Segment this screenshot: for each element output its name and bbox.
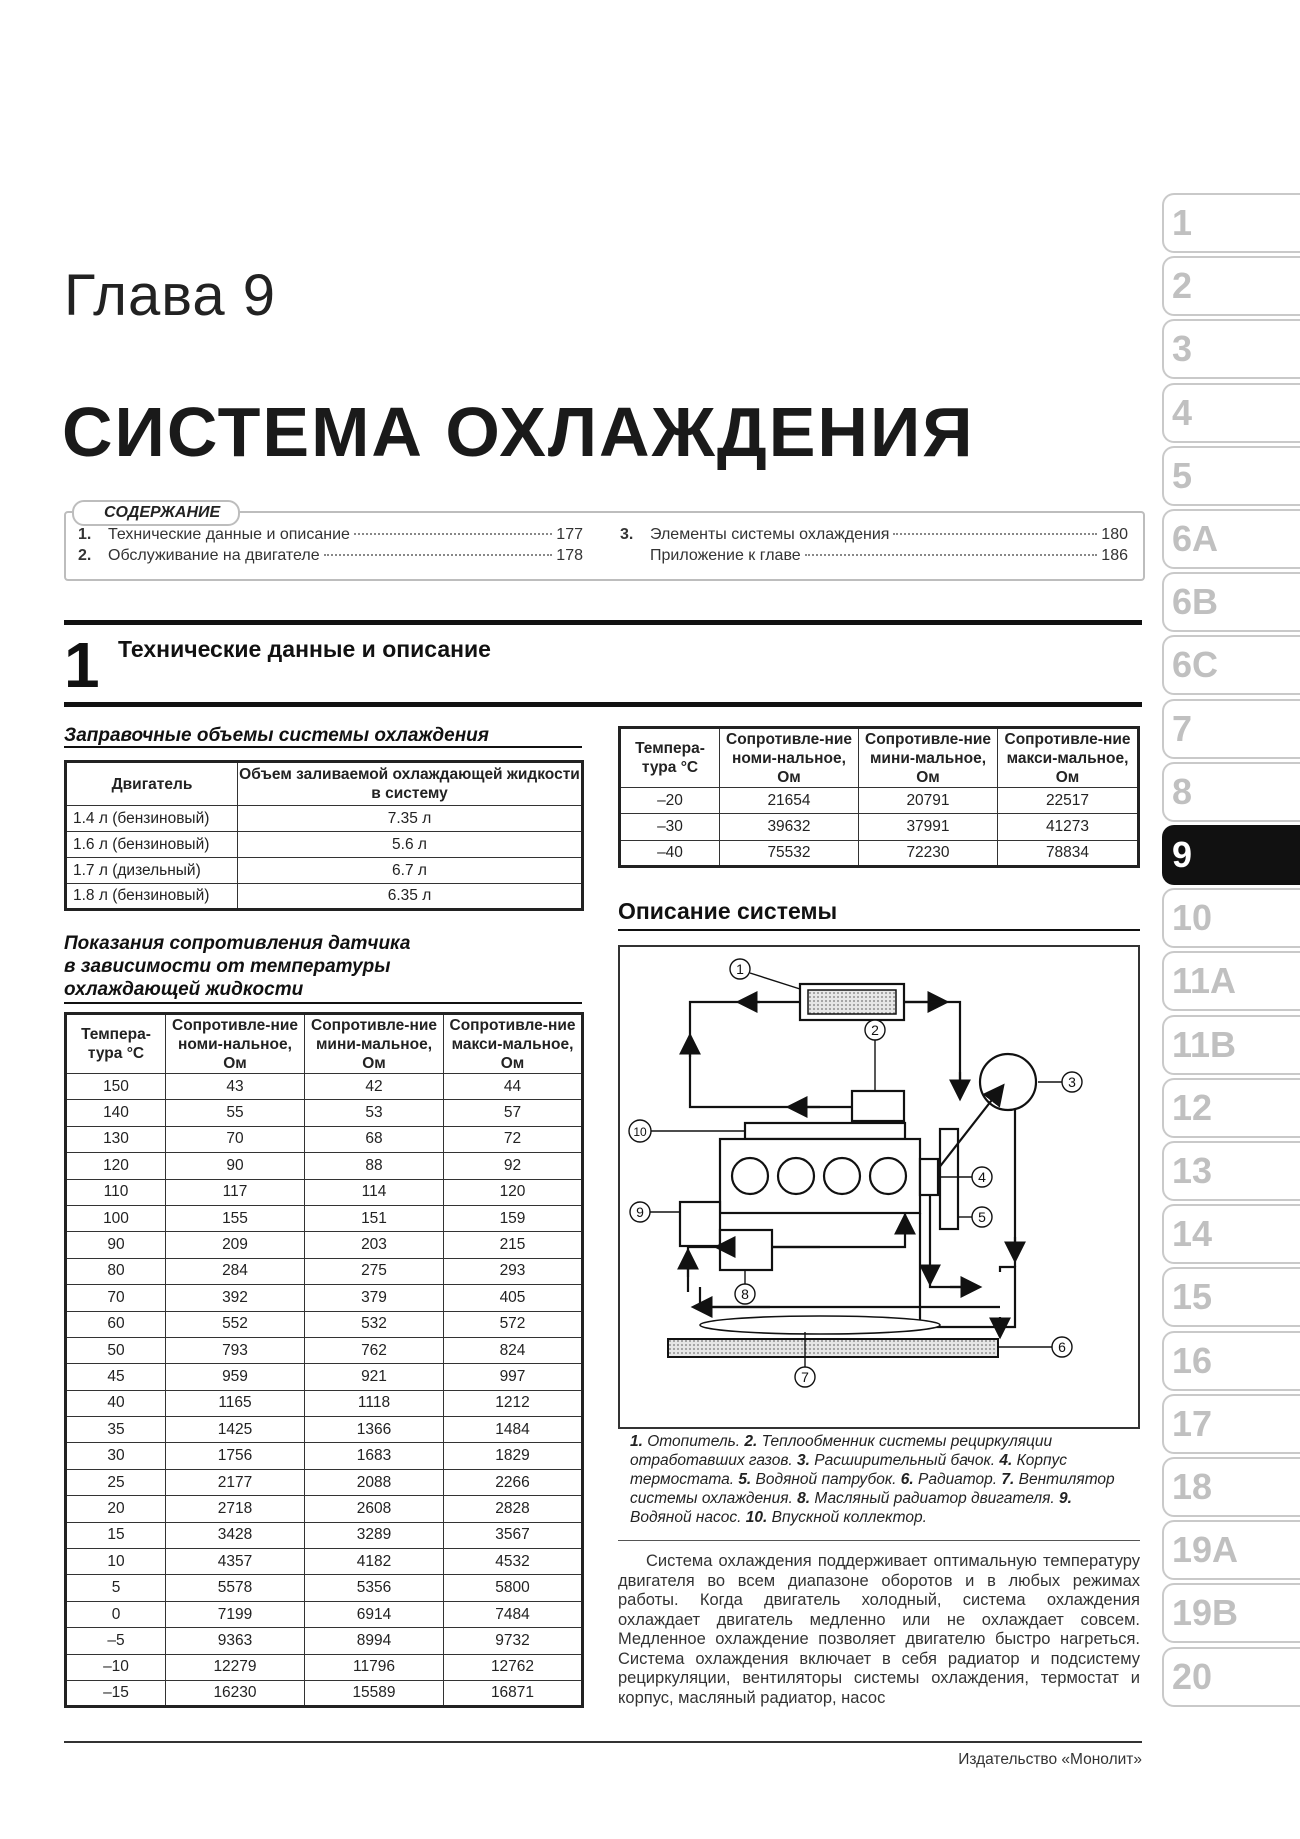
- sensor-table: [64, 1012, 584, 1708]
- chapter-tab-2[interactable]: 2: [1162, 256, 1300, 316]
- title-line: охлаждающей жидкости: [64, 979, 304, 1000]
- cooling-system-diagram: [618, 945, 1140, 1429]
- cell-resistance: 1484: [444, 1417, 583, 1443]
- toc-entry-page: 178: [556, 547, 583, 564]
- cell-engine: 1.4 л (бензиновый): [66, 806, 238, 832]
- thermostat-housing: [920, 1159, 938, 1195]
- table-row: [66, 1258, 583, 1284]
- cell-resistance: 57: [444, 1100, 583, 1126]
- cell-resistance: 41273: [998, 814, 1139, 840]
- table-row: [66, 1496, 583, 1522]
- cell-resistance: 22517: [998, 788, 1139, 814]
- cell-temperature: 25: [66, 1469, 166, 1495]
- cell-volume: 6.35 л: [238, 884, 583, 910]
- footer-rule: [64, 1741, 1142, 1743]
- cell-resistance: 9363: [166, 1628, 305, 1654]
- cell-resistance: 379: [305, 1285, 444, 1311]
- table-row: [66, 1628, 583, 1654]
- chapter-tab-19b[interactable]: 19B: [1162, 1583, 1300, 1643]
- cell-resistance: 293: [444, 1258, 583, 1284]
- section-number: 1: [64, 629, 100, 701]
- toc-entry-page: 180: [1101, 526, 1128, 543]
- cell-resistance: 2828: [444, 1496, 583, 1522]
- cell-temperature: 10: [66, 1549, 166, 1575]
- cell-resistance: 68: [305, 1126, 444, 1152]
- toc-entry-page: 186: [1101, 547, 1128, 564]
- table-row: [620, 840, 1139, 866]
- chapter-tab-1[interactable]: 1: [1162, 193, 1300, 253]
- cell-temperature: 30: [66, 1443, 166, 1469]
- toc-entry-num: 2.: [78, 547, 92, 564]
- column-header: Сопротивле-ние макси-мальное, Ом: [444, 1014, 583, 1074]
- chapter-tab-15[interactable]: 15: [1162, 1267, 1300, 1327]
- cell-resistance: 16230: [166, 1680, 305, 1706]
- cell-resistance: 405: [444, 1285, 583, 1311]
- chapter-title: СИСТЕМА ОХЛАЖДЕНИЯ: [62, 393, 975, 471]
- cell-engine: 1.8 л (бензиновый): [66, 884, 238, 910]
- section-rule-top: [64, 620, 1142, 625]
- svg-text:4: 4: [978, 1169, 986, 1185]
- cell-resistance: 151: [305, 1205, 444, 1231]
- table-row: [620, 814, 1139, 840]
- diagram-label-8: [735, 1284, 755, 1304]
- sensor-table-continued: [618, 726, 1140, 868]
- cell-resistance: 215: [444, 1232, 583, 1258]
- cell-resistance: 2177: [166, 1469, 305, 1495]
- chapter-tab-7[interactable]: 7: [1162, 699, 1300, 759]
- table-row: [66, 1285, 583, 1311]
- title-line: в зависимости от температуры: [64, 956, 391, 977]
- toc-heading: СОДЕРЖАНИЕ: [72, 500, 240, 526]
- divider: [64, 1002, 582, 1004]
- chapter-tab-11b[interactable]: 11B: [1162, 1015, 1300, 1075]
- water-pump: [680, 1202, 720, 1246]
- cell-resistance: 78834: [998, 840, 1139, 866]
- table-row: [66, 1601, 583, 1627]
- cell-resistance: 392: [166, 1285, 305, 1311]
- cell-temperature: –15: [66, 1680, 166, 1706]
- chapter-tab-18[interactable]: 18: [1162, 1457, 1300, 1517]
- description-body: Система охлаждения поддерживает оптимальную температуру двигателя во всем диапазоне оборотов и в любых режимах работы. Когда двигатель холодный, система охлаждения охлаждает двигатель медленно или не охлаждает совсем. Медленное охлаждение позволяет двигателю быстро нагреться. Система охлаждения включает в себя радиатор и подсистему рециркуляции, вентиляторы системы охлаждения, термостат и корпус, масляный радиатор, насос: [618, 1552, 1140, 1707]
- cell-temperature: –10: [66, 1654, 166, 1680]
- cell-engine: 1.7 л (дизельный): [66, 858, 238, 884]
- cell-resistance: 2718: [166, 1496, 305, 1522]
- table-row: [66, 1074, 583, 1100]
- cell-resistance: 3428: [166, 1522, 305, 1548]
- svg-text:1: 1: [736, 961, 744, 977]
- cell-resistance: 1829: [444, 1443, 583, 1469]
- cell-resistance: 1756: [166, 1443, 305, 1469]
- toc-entry-num: 1.: [78, 526, 92, 543]
- section-rule-bottom: [64, 702, 1142, 707]
- cell-resistance: 39632: [720, 814, 859, 840]
- toc-entry-label: Обслуживание на двигателе: [108, 547, 320, 564]
- cell-resistance: 15589: [305, 1680, 444, 1706]
- cell-temperature: 110: [66, 1179, 166, 1205]
- oil-cooler: [720, 1230, 772, 1270]
- cell-temperature: 80: [66, 1258, 166, 1284]
- cell-resistance: 20791: [859, 788, 998, 814]
- cell-temperature: 90: [66, 1232, 166, 1258]
- cell-resistance: 11796: [305, 1654, 444, 1680]
- chapter-label: Глава 9: [64, 263, 277, 328]
- toc-entry-label: Элементы системы охлаждения: [650, 526, 890, 543]
- chapter-tab-5[interactable]: 5: [1162, 446, 1300, 506]
- diagram-label-10: [629, 1120, 651, 1142]
- toc-entry-page: 177: [556, 526, 583, 543]
- cell-resistance: 824: [444, 1337, 583, 1363]
- chapter-tab-6c[interactable]: 6C: [1162, 635, 1300, 695]
- chapter-tab-20[interactable]: 20: [1162, 1647, 1300, 1707]
- diagram-label-5: [972, 1207, 992, 1227]
- cell-temperature: 50: [66, 1337, 166, 1363]
- cell-resistance: 2266: [444, 1469, 583, 1495]
- cell-temperature: 20: [66, 1496, 166, 1522]
- cell-resistance: 1683: [305, 1443, 444, 1469]
- cell-resistance: 7199: [166, 1601, 305, 1627]
- cell-resistance: 6914: [305, 1601, 444, 1627]
- diagram-label-2: [865, 1020, 885, 1040]
- diagram-label-9: [630, 1202, 650, 1222]
- sensor-table-title: [64, 932, 410, 1001]
- cell-resistance: 2608: [305, 1496, 444, 1522]
- cell-temperature: 5: [66, 1575, 166, 1601]
- chapter-tab-14[interactable]: 14: [1162, 1204, 1300, 1264]
- cell-resistance: 117: [166, 1179, 305, 1205]
- cell-resistance: 552: [166, 1311, 305, 1337]
- toc-entry-num: 3.: [620, 526, 634, 543]
- svg-text:10: 10: [633, 1125, 647, 1139]
- cell-resistance: 5800: [444, 1575, 583, 1601]
- svg-text:2: 2: [871, 1022, 879, 1038]
- cell-resistance: 5356: [305, 1575, 444, 1601]
- chapter-tab-9[interactable]: 9: [1162, 825, 1300, 885]
- cell-resistance: 43: [166, 1074, 305, 1100]
- cell-resistance: 114: [305, 1179, 444, 1205]
- toc-entry-label: Технические данные и описание: [108, 526, 350, 543]
- diagram-label-7: [795, 1367, 815, 1387]
- description-title: Описание системы: [618, 898, 838, 924]
- cell-resistance: 159: [444, 1205, 583, 1231]
- divider: [618, 929, 1140, 931]
- cell-resistance: 72: [444, 1126, 583, 1152]
- section-title: Технические данные и описание: [118, 636, 491, 662]
- cell-temperature: 15: [66, 1522, 166, 1548]
- toc-entry[interactable]: [620, 526, 1128, 544]
- cell-resistance: 12279: [166, 1654, 305, 1680]
- cell-resistance: 37991: [859, 814, 998, 840]
- water-outlet: [940, 1129, 958, 1229]
- table-row: [620, 788, 1139, 814]
- cell-temperature: 150: [66, 1074, 166, 1100]
- cell-resistance: 1165: [166, 1390, 305, 1416]
- svg-text:6: 6: [1058, 1339, 1066, 1355]
- cell-resistance: 1212: [444, 1390, 583, 1416]
- cell-resistance: 8994: [305, 1628, 444, 1654]
- cell-resistance: 209: [166, 1232, 305, 1258]
- cell-resistance: 55: [166, 1100, 305, 1126]
- cell-resistance: 4182: [305, 1549, 444, 1575]
- cell-resistance: 4532: [444, 1549, 583, 1575]
- cell-resistance: 88: [305, 1153, 444, 1179]
- cell-resistance: 1425: [166, 1417, 305, 1443]
- cell-temperature: –20: [620, 788, 720, 814]
- table-row: [66, 1179, 583, 1205]
- svg-text:3: 3: [1068, 1074, 1076, 1090]
- column-header: Сопротивле-ние номи-нальное, Ом: [720, 728, 859, 788]
- egr-cooler: [852, 1091, 904, 1121]
- column-header: Сопротивле-ние мини-мальное, Ом: [859, 728, 998, 788]
- cell-temperature: 60: [66, 1311, 166, 1337]
- intake-manifold: [745, 1123, 905, 1139]
- chapter-tab-6b[interactable]: 6B: [1162, 572, 1300, 632]
- cell-resistance: 21654: [720, 788, 859, 814]
- chapter-tab-8[interactable]: 8: [1162, 762, 1300, 822]
- cell-engine: 1.6 л (бензиновый): [66, 832, 238, 858]
- table-row: [66, 1337, 583, 1363]
- diagram-label-4: [972, 1167, 992, 1187]
- engine-block: [720, 1139, 920, 1213]
- toc-entry[interactable]: [78, 526, 583, 544]
- toc-entry[interactable]: [620, 547, 1128, 565]
- cell-volume: 5.6 л: [238, 832, 583, 858]
- cell-resistance: 921: [305, 1364, 444, 1390]
- cell-resistance: 44: [444, 1074, 583, 1100]
- table-row: [66, 1522, 583, 1548]
- cell-temperature: 140: [66, 1100, 166, 1126]
- cell-resistance: 275: [305, 1258, 444, 1284]
- table-row: [66, 1443, 583, 1469]
- cell-resistance: 3289: [305, 1522, 444, 1548]
- column-header: Темпера-тура °С: [66, 1014, 166, 1074]
- cell-temperature: 40: [66, 1390, 166, 1416]
- cell-resistance: 42: [305, 1074, 444, 1100]
- cell-resistance: 155: [166, 1205, 305, 1231]
- chapter-tab-10[interactable]: 10: [1162, 888, 1300, 948]
- table-row: [66, 884, 583, 910]
- diagram-caption: 1. Отопитель. 2. Теплообменник системы рециркуляции отработавших газов. 3. Расширительный бачок. 4. Корпус термостата. 5. Водяной патрубок. 6. Радиатор. 7. Вентилятор системы охлаждения. 8. Масляный радиатор двигателя. 9. Водяной насос. 10. Впускной коллектор.: [630, 1433, 1115, 1526]
- cell-temperature: 45: [66, 1364, 166, 1390]
- chapter-tab-16[interactable]: 16: [1162, 1331, 1300, 1391]
- cell-resistance: 75532: [720, 840, 859, 866]
- column-header: Двигатель: [66, 762, 238, 806]
- table-row: [66, 1311, 583, 1337]
- cell-resistance: 70: [166, 1126, 305, 1152]
- title-line: Показания сопротивления датчика: [64, 933, 411, 954]
- chapter-tab-12[interactable]: 12: [1162, 1078, 1300, 1138]
- cell-resistance: 72230: [859, 840, 998, 866]
- chapter-tab-13[interactable]: 13: [1162, 1141, 1300, 1201]
- cell-temperature: 130: [66, 1126, 166, 1152]
- cell-resistance: 12762: [444, 1654, 583, 1680]
- diagram-svg: [620, 947, 1138, 1427]
- cell-resistance: 3567: [444, 1522, 583, 1548]
- cell-resistance: 572: [444, 1311, 583, 1337]
- cell-temperature: 100: [66, 1205, 166, 1231]
- svg-text:5: 5: [978, 1209, 986, 1225]
- toc-entry-label: Приложение к главе: [650, 547, 801, 564]
- table-row: [66, 1100, 583, 1126]
- svg-text:8: 8: [741, 1286, 749, 1302]
- chapter-tab-6a[interactable]: 6A: [1162, 509, 1300, 569]
- cell-temperature: –5: [66, 1628, 166, 1654]
- fill-table: [64, 760, 584, 911]
- cell-temperature: –40: [620, 840, 720, 866]
- table-row: [66, 1126, 583, 1152]
- column-header: Объем заливаемой охлаждающей жидкости в систему: [238, 762, 583, 806]
- cell-resistance: 1118: [305, 1390, 444, 1416]
- table-row: [66, 832, 583, 858]
- column-header: Темпера-тура °С: [620, 728, 720, 788]
- table-row: [66, 858, 583, 884]
- chapter-tab-4[interactable]: 4: [1162, 383, 1300, 443]
- divider: [618, 1540, 1140, 1541]
- table-row: [66, 1575, 583, 1601]
- cell-resistance: 1366: [305, 1417, 444, 1443]
- cell-resistance: 5578: [166, 1575, 305, 1601]
- cell-resistance: 762: [305, 1337, 444, 1363]
- diagram-label-6: [1052, 1337, 1072, 1357]
- cell-resistance: 532: [305, 1311, 444, 1337]
- fill-table-title: Заправочные объемы системы охлаждения: [64, 725, 489, 746]
- column-header: Сопротивле-ние номи-нальное, Ом: [166, 1014, 305, 1074]
- chapter-tab-3[interactable]: 3: [1162, 319, 1300, 379]
- cell-resistance: 53: [305, 1100, 444, 1126]
- diagram-label-3: [1062, 1072, 1082, 1092]
- cooling-fan: [700, 1316, 940, 1334]
- cell-resistance: 2088: [305, 1469, 444, 1495]
- cell-resistance: 7484: [444, 1601, 583, 1627]
- radiator: [668, 1339, 998, 1357]
- chapter-tab-11a[interactable]: 11A: [1162, 951, 1300, 1011]
- cell-resistance: 284: [166, 1258, 305, 1284]
- cell-temperature: –30: [620, 814, 720, 840]
- cell-resistance: 997: [444, 1364, 583, 1390]
- table-row: [66, 1232, 583, 1258]
- table-row: [66, 1680, 583, 1706]
- chapter-tab-19a[interactable]: 19A: [1162, 1520, 1300, 1580]
- column-header: Сопротивле-ние мини-мальное, Ом: [305, 1014, 444, 1074]
- table-row: [66, 1153, 583, 1179]
- cell-resistance: 959: [166, 1364, 305, 1390]
- cell-resistance: 9732: [444, 1628, 583, 1654]
- table-row: [66, 806, 583, 832]
- toc-entry[interactable]: [78, 547, 583, 565]
- cell-resistance: 4357: [166, 1549, 305, 1575]
- table-row: [66, 1469, 583, 1495]
- cell-resistance: 16871: [444, 1680, 583, 1706]
- table-row: [66, 1654, 583, 1680]
- column-header: Сопротивле-ние макси-мальное, Ом: [998, 728, 1139, 788]
- chapter-tab-17[interactable]: 17: [1162, 1394, 1300, 1454]
- cell-resistance: 120: [444, 1179, 583, 1205]
- expansion-tank: [980, 1054, 1036, 1110]
- svg-text:9: 9: [636, 1204, 644, 1220]
- cell-resistance: 92: [444, 1153, 583, 1179]
- diagram-label-1: [730, 959, 750, 979]
- cell-resistance: 90: [166, 1153, 305, 1179]
- divider: [64, 746, 582, 748]
- cell-temperature: 120: [66, 1153, 166, 1179]
- cell-resistance: 793: [166, 1337, 305, 1363]
- svg-text:7: 7: [801, 1369, 809, 1385]
- table-row: [66, 1417, 583, 1443]
- cell-temperature: 0: [66, 1601, 166, 1627]
- cell-resistance: 203: [305, 1232, 444, 1258]
- table-row: [66, 1205, 583, 1231]
- cell-volume: 6.7 л: [238, 858, 583, 884]
- table-row: [66, 1364, 583, 1390]
- footer-publisher: Издательство «Монолит»: [958, 1751, 1142, 1768]
- cell-temperature: 70: [66, 1285, 166, 1311]
- table-row: [66, 1549, 583, 1575]
- cell-volume: 7.35 л: [238, 806, 583, 832]
- table-row: [66, 1390, 583, 1416]
- cell-temperature: 35: [66, 1417, 166, 1443]
